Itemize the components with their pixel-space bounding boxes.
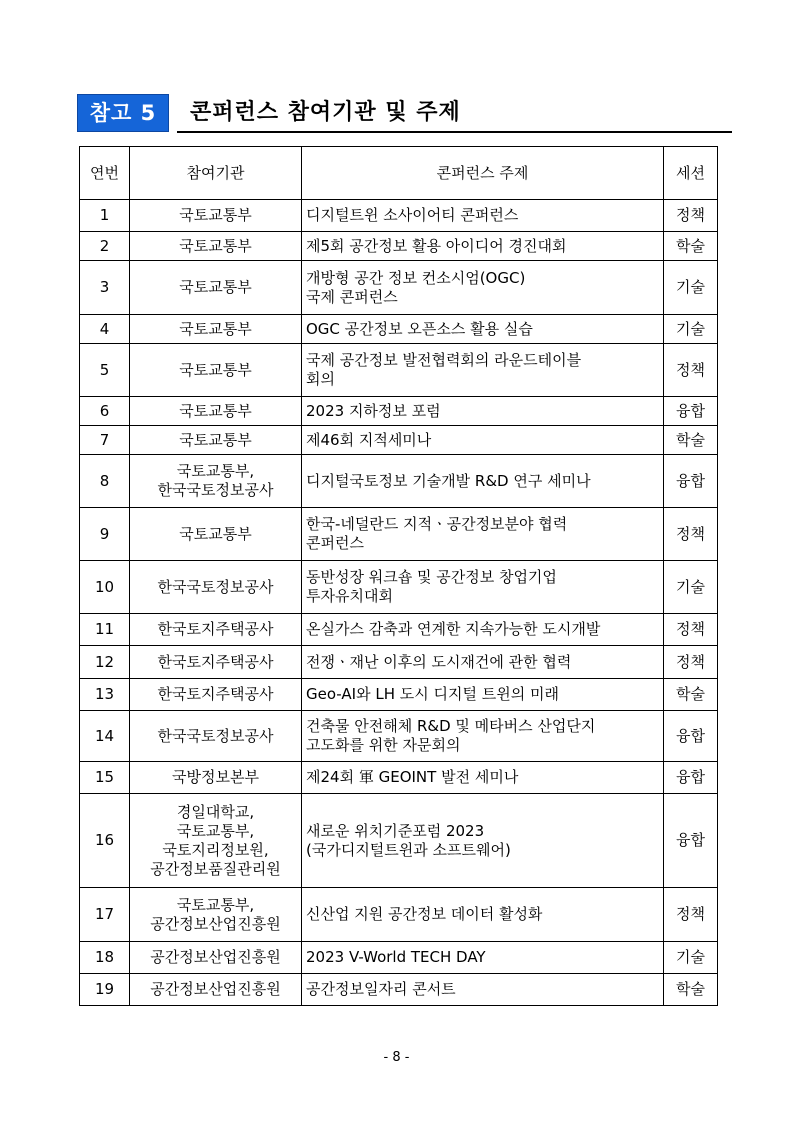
topic-cell	[302, 888, 664, 942]
organization-name: 국토교통부	[179, 319, 252, 338]
session-cell: 융합	[664, 762, 718, 794]
organization-cell	[130, 762, 302, 794]
topic-text: 2023 지하정보 포럼	[306, 401, 441, 420]
table-row	[80, 561, 718, 614]
row-number: 14	[80, 711, 130, 762]
topic-text: 개방형 공간 정보 컨소시엄(OGC)	[306, 268, 526, 287]
table-row	[80, 455, 718, 508]
organization-name: 한국국토정보공사	[157, 726, 274, 745]
topic-text: 온실가스 감축과 연계한 지속가능한 도시개발	[306, 620, 601, 638]
topic-text: 제46회 지적세미나	[306, 430, 432, 449]
table-row	[80, 344, 718, 397]
topic-text: OGC 공간정보 오픈소스 활용 실습	[306, 319, 533, 338]
row-number: 16	[80, 794, 130, 888]
topic-text: 콘퍼런스	[306, 534, 364, 552]
topic-text: Geo-AI와 LH 도시 디지털 트윈의 미래	[306, 685, 559, 703]
topic-cell	[302, 942, 664, 974]
row-number: 19	[80, 974, 130, 1006]
table-row	[80, 679, 718, 711]
page-title: 콘퍼런스 참여기관 및 주제	[190, 100, 461, 125]
organization-name: 공간정보산업진흥원	[150, 914, 281, 933]
organization-cell	[130, 261, 302, 315]
session-cell: 정책	[664, 614, 718, 646]
topic-text: 회의	[306, 370, 335, 388]
organization-cell	[130, 614, 302, 646]
row-number: 15	[80, 762, 130, 794]
organization-cell	[130, 679, 302, 711]
column-header-topic: 콘퍼런스 주제	[302, 147, 664, 200]
table-row	[80, 614, 718, 646]
session-cell: 융합	[664, 397, 718, 426]
table-row	[80, 974, 718, 1006]
organization-name: 국토교통부	[179, 360, 252, 379]
topic-cell	[302, 344, 664, 397]
organization-name: 경일대학교,	[176, 802, 255, 821]
topic-text: (국가디지털트윈과 소프트웨어)	[306, 840, 511, 859]
row-number: 1	[80, 200, 130, 232]
organization-name: 국토지리정보원,	[162, 840, 269, 859]
session-cell: 학술	[664, 232, 718, 261]
topic-text: 국제 공간정보 발전협력회의 라운드테이블	[306, 351, 582, 369]
organization-cell	[130, 646, 302, 679]
row-number: 8	[80, 455, 130, 508]
row-number: 2	[80, 232, 130, 261]
organization-cell	[130, 942, 302, 974]
row-number: 3	[80, 261, 130, 315]
topic-text: 제24회 軍 GEOINT 발전 세미나	[306, 768, 519, 786]
topic-cell	[302, 397, 664, 426]
topic-text: 공간정보일자리 콘서트	[306, 980, 456, 998]
organization-name: 공간정보산업진흥원	[150, 980, 281, 998]
row-number: 7	[80, 426, 130, 455]
table-row	[80, 508, 718, 561]
topic-cell	[302, 426, 664, 455]
organization-name: 공간정보품질관리원	[150, 859, 281, 878]
organization-cell	[130, 315, 302, 344]
table-row	[80, 397, 718, 426]
column-header-session: 세션	[664, 147, 718, 200]
topic-cell	[302, 508, 664, 561]
row-number: 9	[80, 508, 130, 561]
topic-text: 고도화를 위한 자문회의	[306, 736, 461, 754]
session-cell: 학술	[664, 426, 718, 455]
session-cell: 기술	[664, 261, 718, 315]
session-cell: 학술	[664, 974, 718, 1006]
topic-cell	[302, 646, 664, 679]
table-row	[80, 426, 718, 455]
table-header-row	[80, 147, 718, 200]
topic-text: 한국-네덜란드 지적ㆍ공간정보분야 협력	[306, 515, 568, 533]
organization-cell	[130, 344, 302, 397]
organization-cell	[130, 232, 302, 261]
session-cell: 기술	[664, 942, 718, 974]
topic-cell	[302, 455, 664, 508]
reference-badge: 참고 5	[77, 94, 169, 132]
organization-cell	[130, 974, 302, 1006]
table-row	[80, 646, 718, 679]
session-cell: 정책	[664, 200, 718, 232]
organization-name: 한국토지주택공사	[157, 652, 274, 671]
topic-text: 2023 V-World TECH DAY	[306, 948, 486, 966]
topic-cell	[302, 232, 664, 261]
topic-text: 새로운 위치기준포럼 2023	[306, 821, 485, 840]
section-header	[77, 94, 732, 134]
table-row	[80, 711, 718, 762]
organization-cell	[130, 888, 302, 942]
table-body	[80, 200, 718, 1006]
table-row	[80, 200, 718, 232]
session-cell: 융합	[664, 455, 718, 508]
organization-name: 한국국토정보공사	[157, 577, 274, 596]
organization-name: 국토교통부,	[176, 821, 255, 840]
organization-name: 국토교통부,	[176, 462, 255, 480]
organization-name: 국토교통부	[179, 401, 252, 420]
table-row	[80, 315, 718, 344]
topic-text: 전쟁ㆍ재난 이후의 도시재건에 관한 협력	[306, 652, 572, 671]
row-number: 6	[80, 397, 130, 426]
organization-cell	[130, 397, 302, 426]
topic-text: 건축물 안전해체 R&D 및 메타버스 산업단지	[306, 717, 596, 735]
organization-cell	[130, 711, 302, 762]
topic-text: 디지털국토정보 기술개발 R&D 연구 세미나	[306, 471, 591, 490]
table-row	[80, 261, 718, 315]
organization-cell	[130, 426, 302, 455]
topic-cell	[302, 614, 664, 646]
session-cell: 정책	[664, 508, 718, 561]
topic-cell	[302, 762, 664, 794]
row-number: 5	[80, 344, 130, 397]
session-cell: 정책	[664, 344, 718, 397]
conference-table	[79, 146, 718, 1006]
session-cell: 융합	[664, 794, 718, 888]
organization-name: 국토교통부,	[176, 895, 255, 914]
organization-name: 국토교통부	[179, 206, 252, 224]
topic-text: 디지털트윈 소사이어티 콘퍼런스	[306, 206, 519, 224]
organization-name: 공간정보산업진흥원	[150, 948, 281, 966]
topic-text: 동반성장 워크숍 및 공간정보 창업기업	[306, 568, 557, 586]
topic-cell	[302, 794, 664, 888]
topic-cell	[302, 711, 664, 762]
organization-cell	[130, 455, 302, 508]
topic-cell	[302, 974, 664, 1006]
topic-cell	[302, 200, 664, 232]
organization-cell	[130, 794, 302, 888]
organization-name: 한국토지주택공사	[157, 685, 274, 703]
row-number: 10	[80, 561, 130, 614]
topic-text: 제5회 공간정보 활용 아이디어 경진대회	[306, 236, 567, 255]
row-number: 4	[80, 315, 130, 344]
session-cell: 기술	[664, 315, 718, 344]
session-cell: 기술	[664, 561, 718, 614]
organization-cell	[130, 561, 302, 614]
row-number: 13	[80, 679, 130, 711]
row-number: 17	[80, 888, 130, 942]
organization-name: 국방정보본부	[172, 768, 259, 786]
row-number: 12	[80, 646, 130, 679]
topic-text: 국제 콘퍼런스	[306, 287, 398, 306]
column-header-no: 연번	[80, 147, 130, 200]
session-cell: 정책	[664, 888, 718, 942]
row-number: 11	[80, 614, 130, 646]
organization-cell	[130, 200, 302, 232]
row-number: 18	[80, 942, 130, 974]
session-cell: 융합	[664, 711, 718, 762]
organization-cell	[130, 508, 302, 561]
page-number: - 8 -	[383, 1050, 410, 1065]
table-row	[80, 232, 718, 261]
topic-cell	[302, 261, 664, 315]
topic-text: 투자유치대회	[306, 587, 393, 605]
organization-name: 한국국토정보공사	[157, 481, 274, 499]
organization-name: 한국토지주택공사	[157, 620, 274, 638]
session-cell: 학술	[664, 679, 718, 711]
table-row	[80, 942, 718, 974]
topic-cell	[302, 561, 664, 614]
organization-name: 국토교통부	[179, 278, 252, 296]
topic-cell	[302, 679, 664, 711]
session-cell: 정책	[664, 646, 718, 679]
topic-cell	[302, 315, 664, 344]
organization-name: 국토교통부	[179, 524, 252, 543]
topic-text: 신산업 지원 공간정보 데이터 활성화	[306, 905, 543, 923]
table-row	[80, 794, 718, 888]
table-row	[80, 888, 718, 942]
organization-name: 국토교통부	[179, 236, 252, 255]
organization-name: 국토교통부	[179, 430, 252, 449]
table-row	[80, 762, 718, 794]
column-header-org: 참여기관	[130, 147, 302, 200]
